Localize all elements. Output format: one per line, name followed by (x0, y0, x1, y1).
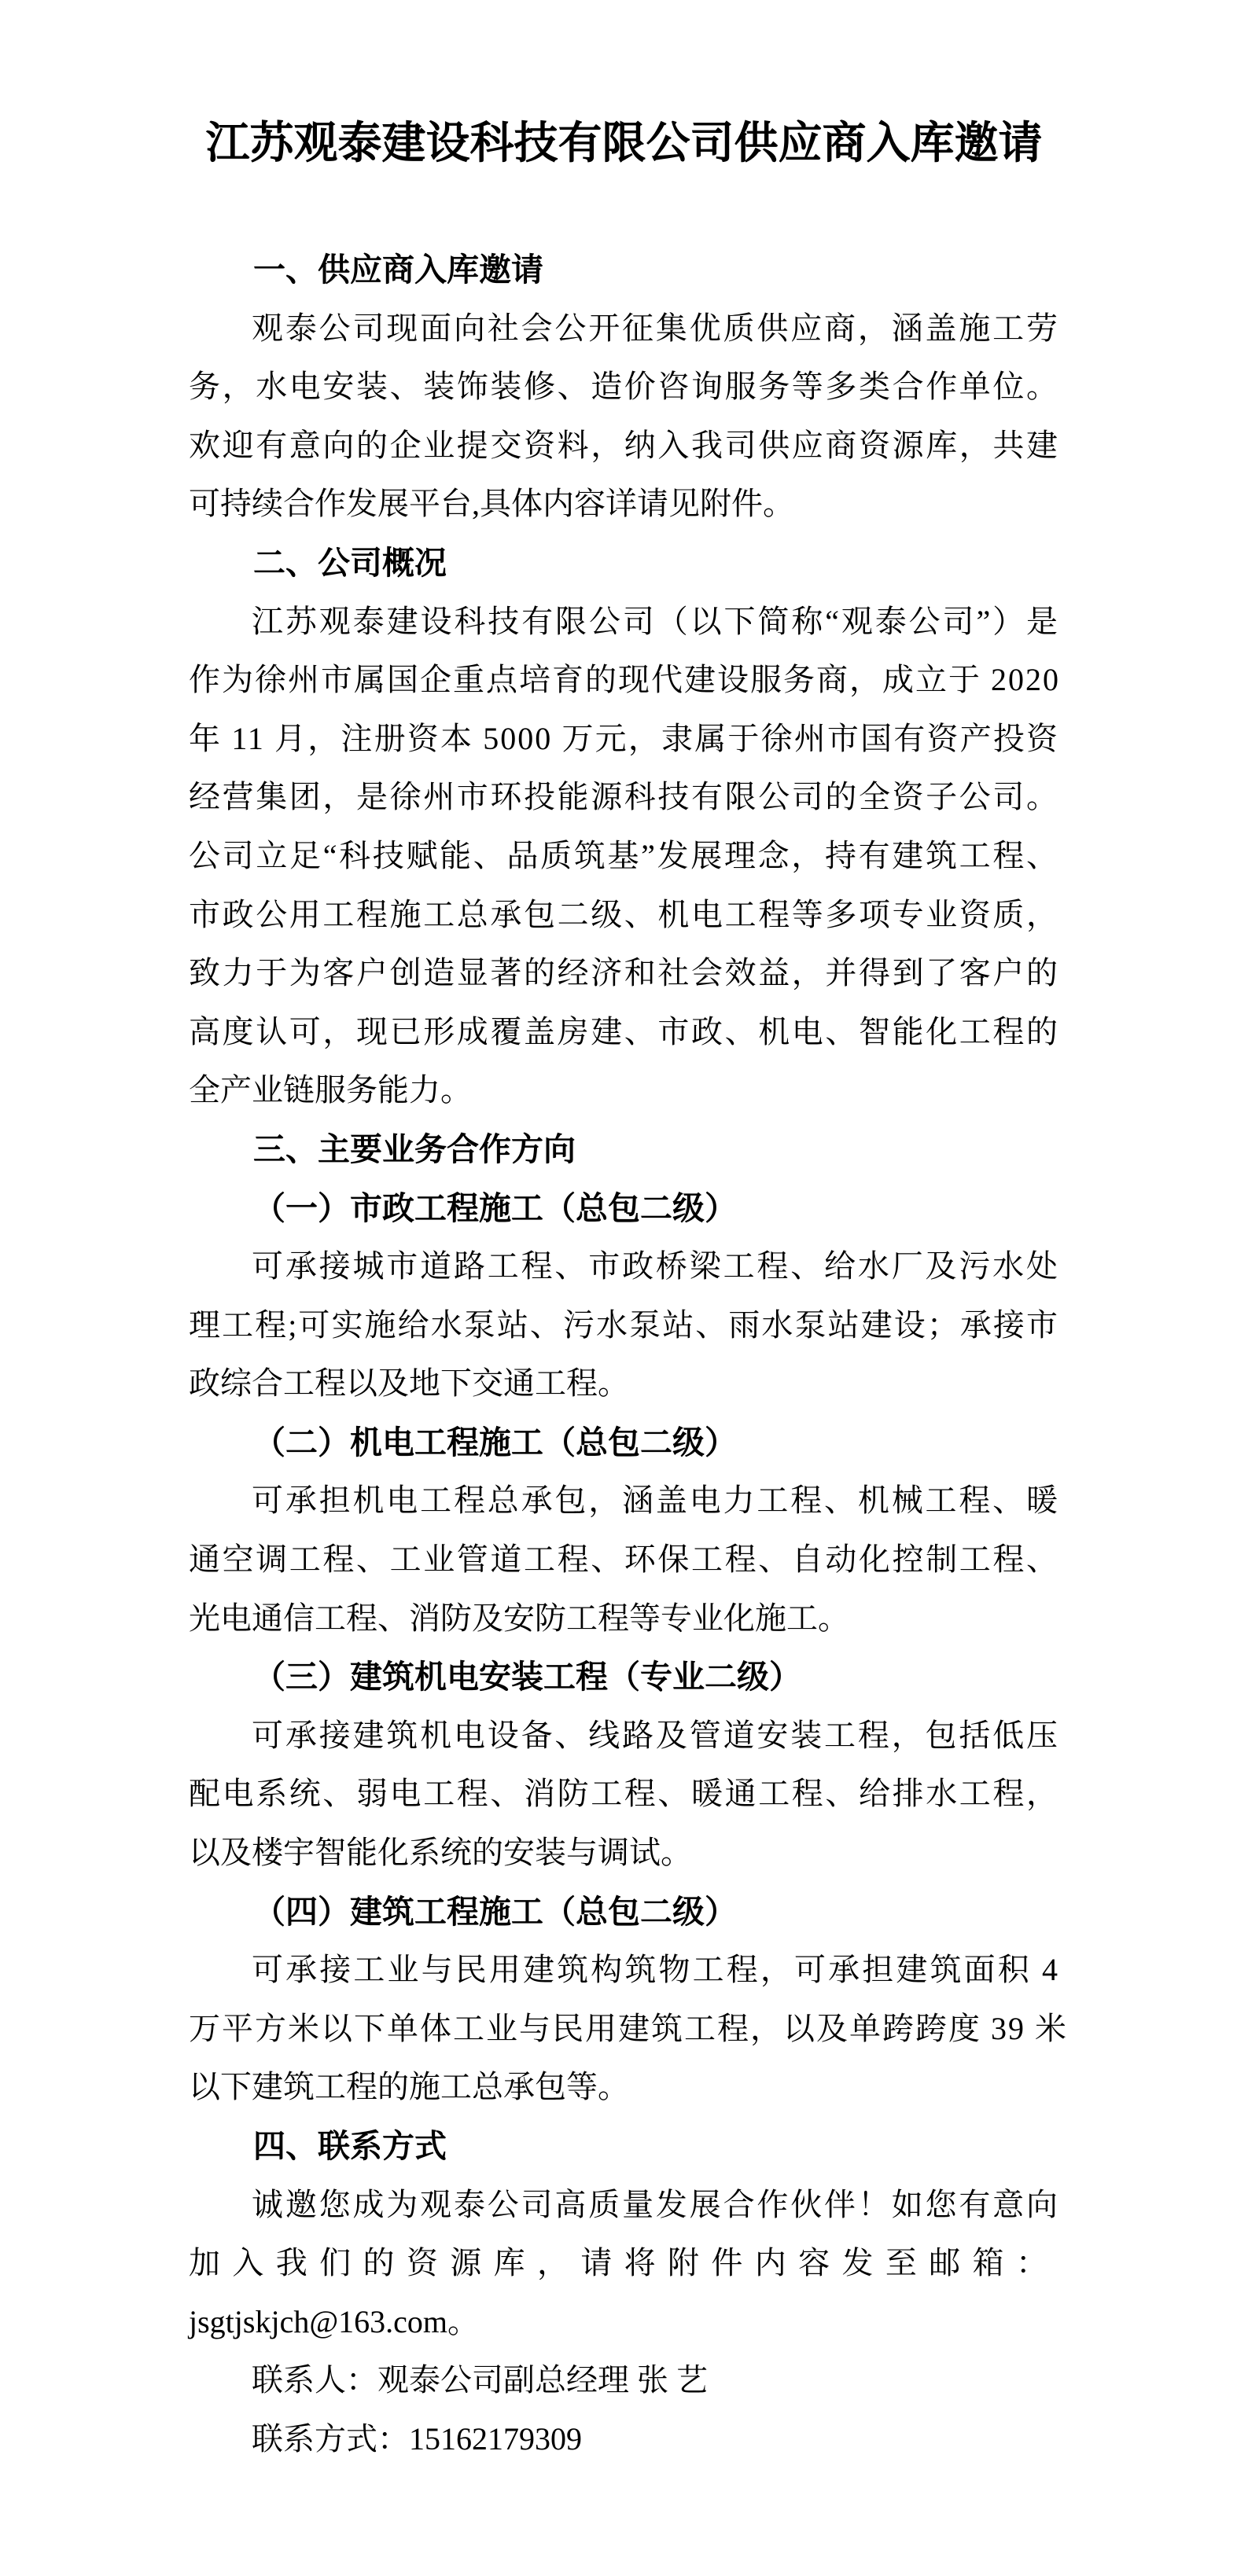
paragraph-line: 高度认可，现已形成覆盖房建、市政、机电、智能化工程的 (189, 1013, 1059, 1049)
subsection-heading-3-4: （四）建筑工程施工（总包二级） (253, 1893, 737, 1930)
paragraph-line: 配电系统、弱电工程、消防工程、暖通工程、给排水工程， (189, 1776, 1059, 1812)
paragraph-line: 加入我们的资源库，请将附件内容发至邮箱： (189, 2245, 1059, 2281)
paragraph-line: 公司立足“科技赋能、品质筑基”发展理念，持有建筑工程、 (189, 837, 1059, 873)
paragraph-line: 可承担机电工程总承包，涵盖电力工程、机械工程、暖 (252, 1483, 1059, 1519)
section-heading-2: 二、公司概况 (253, 544, 447, 581)
paragraph-line: 作为徐州市属国企重点培育的现代建设服务商，成立于 2020 (189, 662, 1060, 698)
paragraph-line: 致力于为客户创造显著的经济和社会效益，并得到了客户的 (189, 955, 1059, 991)
section-heading-3: 三、主要业务合作方向 (253, 1130, 576, 1167)
paragraph-line: 欢迎有意向的企业提交资料，纳入我司供应商资源库，共建 (189, 427, 1059, 463)
contact-phone-line: 联系方式：15162179309 (252, 2420, 582, 2457)
subsection-heading-3-1: （一）市政工程施工（总包二级） (253, 1189, 737, 1226)
paragraph-line: 务，水电安装、装饰装修、造价咨询服务等多类合作单位。 (189, 369, 1059, 405)
paragraph-line: 万平方米以下单体工业与民用建筑工程，以及单跨跨度 39 米 (189, 2010, 1068, 2046)
paragraph-line: 可承接建筑机电设备、线路及管道安装工程，包括低压 (252, 1717, 1059, 1753)
paragraph-line: 年 11 月，注册资本 5000 万元，隶属于徐州市国有资产投资 (189, 720, 1059, 756)
section-heading-4: 四、联系方式 (253, 2128, 447, 2164)
contact-email-line: jsgtjskjch@163.com。 (189, 2303, 480, 2339)
section-heading-1: 一、供应商入库邀请 (253, 252, 543, 288)
paragraph-line: 可承接工业与民用建筑构筑物工程，可承担建筑面积 4 (252, 1952, 1059, 1988)
paragraph-line: 以及楼宇智能化系统的安装与调试。 (189, 1835, 692, 1871)
subsection-heading-3-3: （三）建筑机电安装工程（专业二级） (253, 1659, 801, 1696)
paragraph-line: 可承接城市道路工程、市政桥梁工程、给水厂及污水处 (252, 1248, 1059, 1284)
paragraph-line: 全产业链服务能力。 (189, 1072, 472, 1108)
document-body (189, 241, 1068, 2469)
paragraph-line: 市政公用工程施工总承包二级、机电工程等多项专业资质， (189, 896, 1059, 932)
paragraph-line: 江苏观泰建设科技有限公司（以下简称“观泰公司”）是 (252, 603, 1059, 639)
paragraph-line: 观泰公司现面向社会公开征集优质供应商，涵盖施工劳 (252, 310, 1059, 346)
contact-person-line: 联系人：观泰公司副总经理 张 艺 (252, 2362, 708, 2398)
paragraph-line: 经营集团，是徐州市环投能源科技有限公司的全资子公司。 (189, 779, 1059, 815)
subsection-heading-3-2: （二）机电工程施工（总包二级） (253, 1424, 737, 1461)
paragraph-line: 政综合工程以及地下交通工程。 (189, 1365, 629, 1402)
paragraph-line: 理工程;可实施给水泵站、污水泵站、雨水泵站建设；承接市 (189, 1306, 1059, 1343)
paragraph-line: 可持续合作发展平台,具体内容详请见附件。 (189, 486, 794, 522)
document-title: 江苏观泰建设科技有限公司供应商入库邀请 (205, 119, 1043, 168)
paragraph-line: 光电通信工程、消防及安防工程等专业化施工。 (189, 1600, 849, 1636)
paragraph-line: 以下建筑工程的施工总承包等。 (189, 2069, 629, 2105)
paragraph-line: 诚邀您成为观泰公司高质量发展合作伙伴！如您有意向 (252, 2186, 1059, 2222)
paragraph-line: 通空调工程、工业管道工程、环保工程、自动化控制工程、 (189, 1542, 1059, 1578)
